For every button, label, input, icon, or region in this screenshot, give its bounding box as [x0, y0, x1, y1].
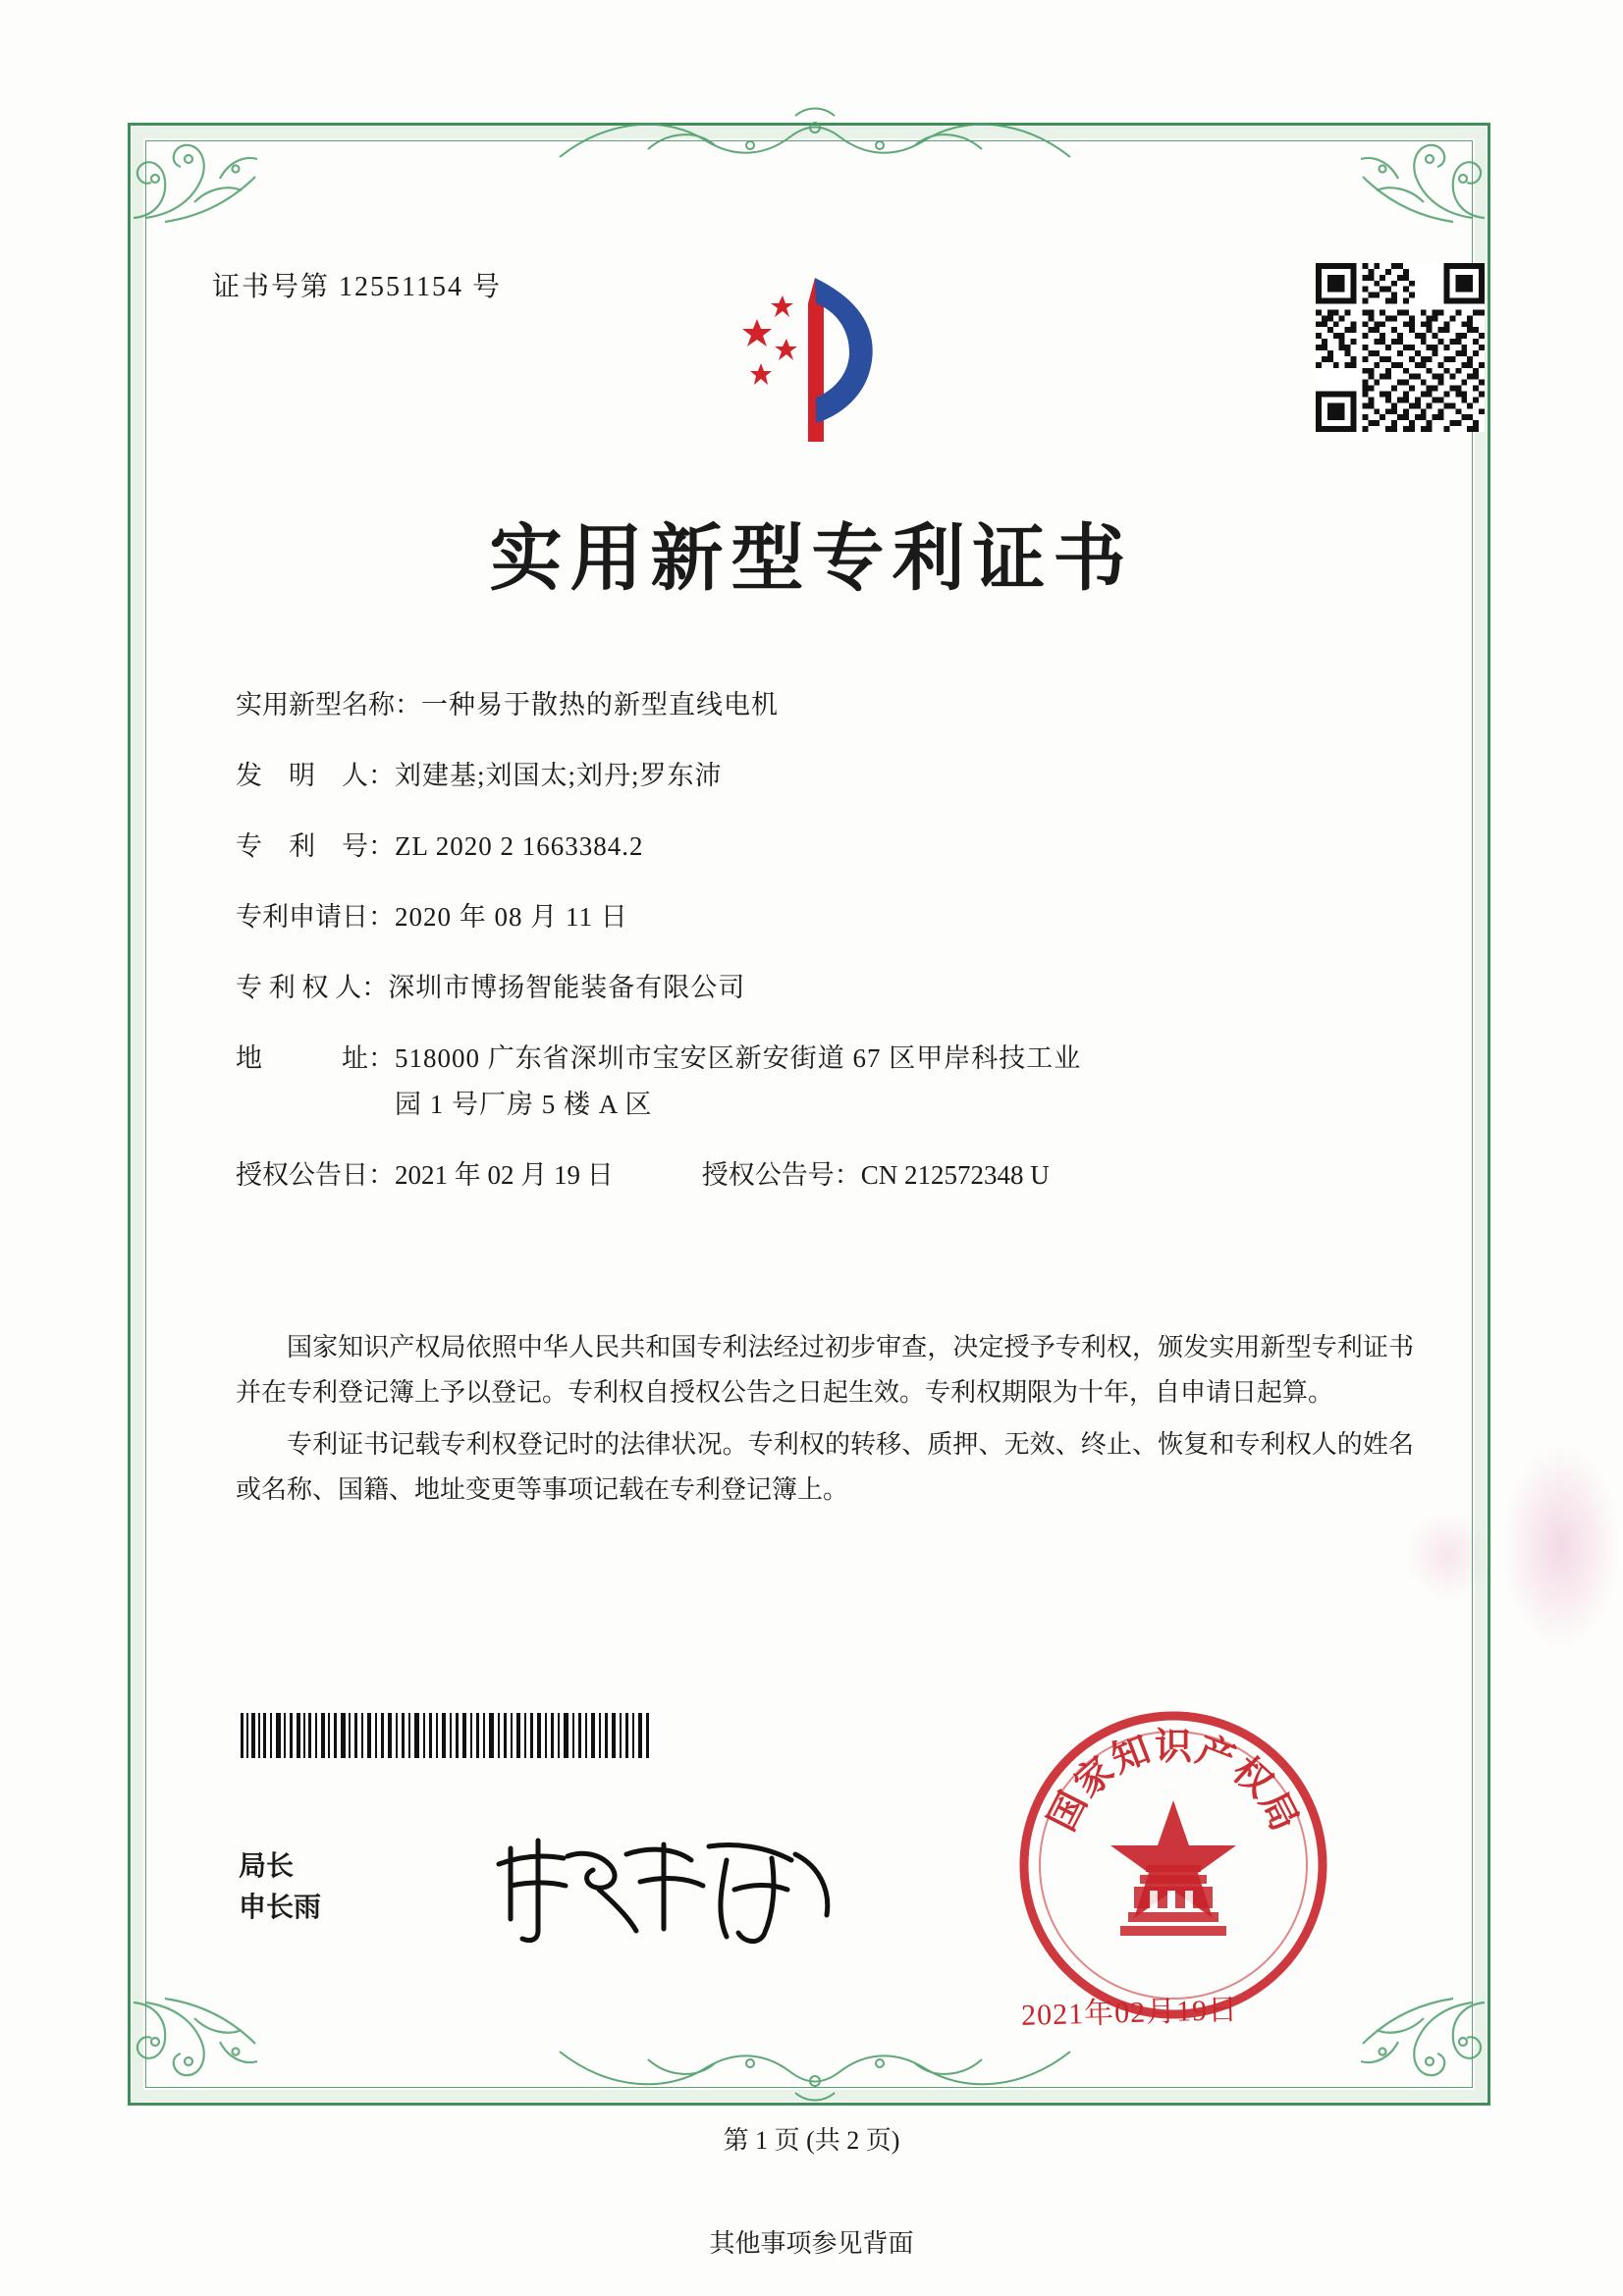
page-title: 实用新型专利证书: [489, 516, 1134, 601]
corner-ornament-icon: [126, 120, 273, 228]
field-inventors: [236, 763, 1414, 789]
field-label: 专利申请日：: [236, 902, 395, 932]
svg-text:国: 国: [1039, 1784, 1096, 1838]
svg-text:产: 产: [1190, 1726, 1242, 1782]
field-address: [236, 1045, 1414, 1118]
scan-stain: [1502, 1443, 1620, 1649]
seal-date: 2021年02月19日: [1020, 1994, 1239, 2032]
legal-paragraph-2: 专利证书记载专利权登记时的法律状况。专利权的转移、质押、无效、终止、恢复和专利权人的姓名或名称、国籍、地址变更等事项记载在专利登记簿上。: [236, 1430, 1414, 1504]
field-value-line2: 园 1 号厂房 5 楼 A 区: [395, 1090, 653, 1119]
field-label: 地 址：: [236, 1043, 395, 1073]
legal-text: [236, 1325, 1414, 1520]
grant-number-value: CN 212572348 U: [860, 1160, 1050, 1190]
signature-block: [239, 1845, 321, 1928]
field-label: 发 明 人：: [236, 761, 395, 790]
field-label: 专 利 权 人：: [236, 973, 389, 1002]
grant-number-label: 授权公告号：: [701, 1160, 861, 1190]
certificate-fields: [236, 692, 1414, 1233]
field-label: 实用新型名称：: [236, 690, 421, 720]
field-utility-model-name: [236, 692, 1414, 719]
field-label: 专 利 号：: [236, 831, 395, 861]
field-value: 2020 年 08 月 11 日: [395, 902, 628, 932]
field-value: ZL 2020 2 1663384.2: [395, 831, 644, 861]
field-value: 一种易于散热的新型直线电机: [421, 690, 779, 720]
qr-code: [1316, 263, 1485, 432]
signature-role: 局长: [239, 1849, 295, 1882]
page-number: 第 1 页 (共 2 页): [723, 2126, 900, 2155]
field-value: 刘建基;刘国太;刘丹;罗东沛: [395, 761, 723, 790]
cnipa-logo-icon: [722, 260, 908, 456]
field-patentee: [236, 975, 1414, 1001]
field-grant-announcement: [236, 1162, 1414, 1189]
field-patent-number: [236, 833, 1414, 860]
svg-text:知: 知: [1105, 1726, 1157, 1782]
svg-text:局: 局: [1251, 1784, 1308, 1838]
barcode: [239, 1713, 651, 1758]
svg-text:识: 识: [1154, 1724, 1193, 1768]
svg-text:权: 权: [1224, 1747, 1282, 1806]
back-side-note: 其他事项参见背面: [709, 2229, 914, 2258]
svg-text:家: 家: [1064, 1747, 1122, 1806]
top-vine-ornament-icon: [550, 98, 1080, 167]
handwritten-signature-icon: [481, 1821, 854, 1949]
grant-date-value: 2021 年 02 月 19 日: [395, 1160, 614, 1190]
corner-ornament-icon: [1345, 1993, 1492, 2101]
field-value: 深圳市博扬智能装备有限公司: [388, 973, 746, 1002]
field-application-date: [236, 904, 1414, 931]
bottom-vine-ornament-icon: [550, 2042, 1080, 2110]
grant-date-label: 授权公告日：: [236, 1160, 395, 1190]
field-value-line1: 518000 广东省深圳市宝安区新安街道 67 区甲岸科技工业: [395, 1043, 1082, 1073]
corner-ornament-icon: [126, 1993, 273, 2101]
legal-paragraph-1: 国家知识产权局依照中华人民共和国专利法经过初步审查，决定授予专利权，颁发实用新型专利证书并在专利登记簿上予以登记。专利权自授权公告之日起生效。专利权期限为十年，自申请日起算。: [236, 1333, 1414, 1407]
signature-name: 申长雨: [239, 1891, 322, 1923]
corner-ornament-icon: [1345, 120, 1492, 228]
certificate-number: 证书号第 12551154 号: [212, 272, 502, 302]
field-value-wrap: [395, 1045, 1414, 1118]
